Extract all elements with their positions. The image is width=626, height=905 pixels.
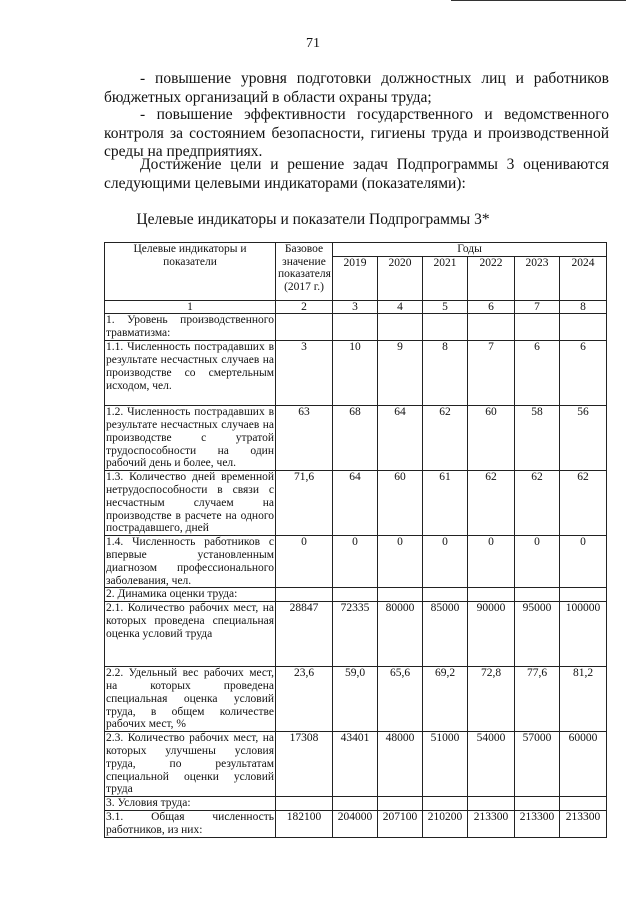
empty-cell xyxy=(276,588,333,602)
header-year: 2023 xyxy=(515,256,560,300)
year-value-cell: 62 xyxy=(560,471,607,536)
paragraph-3: Достижение цели и решение задач Подпрограммы 3 оцениваются следующими целевыми индикаторами (показателями): xyxy=(104,156,609,192)
year-value-cell: 62 xyxy=(515,471,560,536)
header-year: 2020 xyxy=(378,256,423,300)
empty-cell xyxy=(333,314,378,341)
year-value-cell: 9 xyxy=(378,341,423,406)
section-label: 2. Динамика оценки труда: xyxy=(105,588,276,602)
year-value-cell: 69,2 xyxy=(423,667,468,732)
year-value-cell: 60000 xyxy=(560,732,607,797)
section-label: 1. Уровень производственного травматизма: xyxy=(106,314,274,340)
empty-cell xyxy=(276,797,333,811)
year-value-cell: 51000 xyxy=(423,732,468,797)
empty-cell xyxy=(515,797,560,811)
year-value-cell: 48000 xyxy=(378,732,423,797)
year-value-cell: 77,6 xyxy=(515,667,560,732)
empty-cell xyxy=(276,314,333,341)
header-indicator: Целевые индикаторы и показатели xyxy=(105,243,276,301)
base-value-cell: 182100 xyxy=(276,811,333,838)
empty-cell xyxy=(515,588,560,602)
indicator-row xyxy=(105,602,607,667)
indicator-label: 2.2. Удельный вес рабочих мест, на которых проведена специальная оценка условий труда, в общем количестве рабочих мест, % xyxy=(106,667,274,731)
empty-cell xyxy=(515,314,560,341)
base-value-cell: 0 xyxy=(276,536,333,588)
column-number: 4 xyxy=(378,300,423,314)
empty-cell xyxy=(378,314,423,341)
table-header-row xyxy=(105,243,607,257)
top-rule xyxy=(451,0,626,1)
paragraph-2: - повышение эффективности государственного и ведомственного контроля за состоянием безопасности, гигиены труда и производственной среды на предприятиях. xyxy=(104,106,609,160)
empty-cell xyxy=(423,314,468,341)
header-year: 2022 xyxy=(468,256,515,300)
empty-cell xyxy=(423,588,468,602)
section-row xyxy=(105,314,607,341)
year-value-cell: 0 xyxy=(560,536,607,588)
year-value-cell: 59,0 xyxy=(333,667,378,732)
year-value-cell: 10 xyxy=(333,341,378,406)
indicator-label: 2.3. Количество рабочих мест, на которых улучшены условия труда, по результатам специальной оценки условий труда xyxy=(106,732,274,796)
page-number: 71 xyxy=(306,36,320,51)
indicator-row xyxy=(105,811,607,838)
year-value-cell: 90000 xyxy=(468,602,515,667)
base-value-cell: 28847 xyxy=(276,602,333,667)
column-number: 7 xyxy=(515,300,560,314)
year-value-cell: 58 xyxy=(515,406,560,471)
empty-cell xyxy=(468,588,515,602)
year-value-cell: 0 xyxy=(423,536,468,588)
indicator-row xyxy=(105,732,607,797)
indicator-label: 1.4. Численность работников с впервые установленным диагнозом профессионального заболевания, чел. xyxy=(106,536,274,587)
column-number: 6 xyxy=(468,300,515,314)
empty-cell xyxy=(560,314,607,341)
header-years: Годы xyxy=(333,243,607,257)
column-number: 2 xyxy=(276,300,333,314)
year-value-cell: 210200 xyxy=(423,811,468,838)
year-value-cell: 8 xyxy=(423,341,468,406)
year-value-cell: 213300 xyxy=(560,811,607,838)
year-value-cell: 95000 xyxy=(515,602,560,667)
year-value-cell: 213300 xyxy=(515,811,560,838)
year-value-cell: 213300 xyxy=(468,811,515,838)
indicator-label: 1.2. Численность пострадавших в результате несчастных случаев на производстве с утратой трудоспособности на один рабочий день и более, чел. xyxy=(106,406,274,470)
year-value-cell: 64 xyxy=(378,406,423,471)
indicator-label: 2.1. Количество рабочих мест, на которых проведена специальная оценка условий труда xyxy=(105,602,276,667)
empty-cell xyxy=(378,588,423,602)
year-value-cell: 68 xyxy=(333,406,378,471)
year-value-cell: 0 xyxy=(378,536,423,588)
column-number: 8 xyxy=(560,300,607,314)
column-number-row xyxy=(105,300,607,314)
header-year: 2024 xyxy=(560,256,607,300)
indicator-label: 1.1. Численность пострадавших в результате несчастных случаев на производстве со смертельным исходом, чел. xyxy=(105,341,276,406)
empty-cell xyxy=(560,588,607,602)
year-value-cell: 72,8 xyxy=(468,667,515,732)
year-value-cell: 61 xyxy=(423,471,468,536)
year-value-cell: 54000 xyxy=(468,732,515,797)
column-number: 3 xyxy=(333,300,378,314)
indicators-table xyxy=(104,242,607,838)
year-value-cell: 65,6 xyxy=(378,667,423,732)
indicator-row xyxy=(105,406,607,471)
column-number: 1 xyxy=(105,300,276,314)
year-value-cell: 60 xyxy=(378,471,423,536)
year-value-cell: 100000 xyxy=(560,602,607,667)
empty-cell xyxy=(468,314,515,341)
empty-cell xyxy=(333,797,378,811)
base-value-cell: 63 xyxy=(276,406,333,471)
indicator-row xyxy=(105,667,607,732)
year-value-cell: 207100 xyxy=(378,811,423,838)
year-value-cell: 60 xyxy=(468,406,515,471)
section-row xyxy=(105,797,607,811)
base-value-cell: 17308 xyxy=(276,732,333,797)
indicator-row xyxy=(105,341,607,406)
empty-cell xyxy=(560,797,607,811)
paragraph-1: - повышение уровня подготовки должностных лиц и работников бюджетных организаций в области охраны труда; xyxy=(104,70,609,106)
base-value-cell: 71,6 xyxy=(276,471,333,536)
year-value-cell: 64 xyxy=(333,471,378,536)
year-value-cell: 6 xyxy=(515,341,560,406)
empty-cell xyxy=(333,588,378,602)
year-value-cell: 81,2 xyxy=(560,667,607,732)
year-value-cell: 62 xyxy=(468,471,515,536)
table-title: Целевые индикаторы и показатели Подпрограммы 3* xyxy=(136,211,490,228)
year-value-cell: 72335 xyxy=(333,602,378,667)
header-year: 2019 xyxy=(333,256,378,300)
indicator-label: 3.1. Общая численность работников, из них: xyxy=(106,811,274,837)
indicator-row xyxy=(105,536,607,588)
column-number: 5 xyxy=(423,300,468,314)
year-value-cell: 62 xyxy=(423,406,468,471)
year-value-cell: 0 xyxy=(468,536,515,588)
year-value-cell: 56 xyxy=(560,406,607,471)
year-value-cell: 85000 xyxy=(423,602,468,667)
year-value-cell: 80000 xyxy=(378,602,423,667)
empty-cell xyxy=(423,797,468,811)
year-value-cell: 0 xyxy=(515,536,560,588)
year-value-cell: 57000 xyxy=(515,732,560,797)
year-value-cell: 43401 xyxy=(333,732,378,797)
empty-cell xyxy=(468,797,515,811)
section-label: 3. Условия труда: xyxy=(105,797,276,811)
section-row xyxy=(105,588,607,602)
base-value-cell: 3 xyxy=(276,341,333,406)
year-value-cell: 204000 xyxy=(333,811,378,838)
indicator-row xyxy=(105,471,607,536)
base-value-cell: 23,6 xyxy=(276,667,333,732)
year-value-cell: 7 xyxy=(468,341,515,406)
header-year: 2021 xyxy=(423,256,468,300)
header-base-value: Базовое значение показателя (2017 г.) xyxy=(276,243,333,301)
empty-cell xyxy=(378,797,423,811)
year-value-cell: 0 xyxy=(333,536,378,588)
indicator-label: 1.3. Количество дней временной нетрудоспособности в связи с несчастным случаем на производстве в расчете на одного пострадавшего, дней xyxy=(106,471,274,535)
year-value-cell: 6 xyxy=(560,341,607,406)
